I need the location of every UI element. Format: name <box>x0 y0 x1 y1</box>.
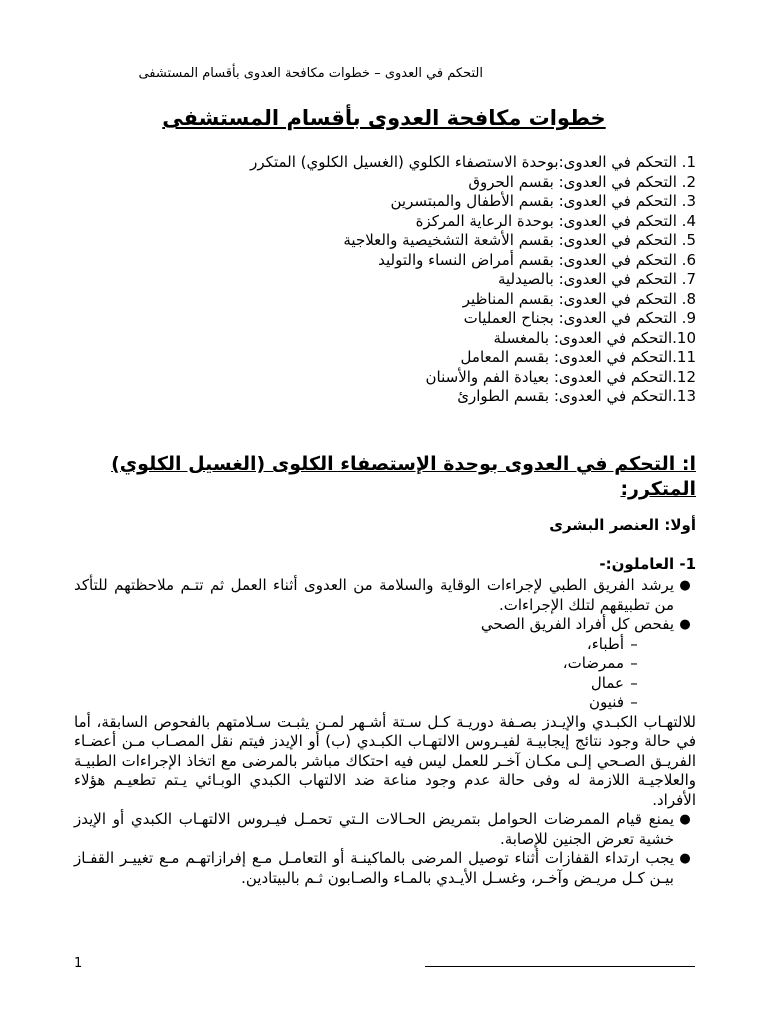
toc-item: 1. التحكم في العدوى:بوحدة الاستصفاء الكلوي (الغسيل الكلوي) المتكرر <box>250 153 696 171</box>
bullet-icon: ● <box>679 578 691 593</box>
toc-item: 7. التحكم في العدوى: بالصيدلية <box>497 270 696 288</box>
bullet-text: يفحص كل أفراد الفريق الصحي <box>480 615 674 633</box>
page-title: خطوات مكافحة العدوى بأقسام المستشفى <box>162 106 606 130</box>
bullet-text: يرشد الفريق الطبي لإجراءات الوقاية والسلامة من العدوى أثناء العمل ثم تتـم ملاحظتهم للتأكد من تطبيقهم لتلك الإجراءات. <box>74 576 674 614</box>
running-header: التحكم في العدوى – خطوات مكافحة العدوى بأقسام المستشفى <box>138 66 483 81</box>
toc-item: 3. التحكم في العدوى: بقسم الأطفال والمبتسرين <box>390 192 696 210</box>
toc-item: 12.التحكم في العدوى: بعيادة الفم والأسنان <box>425 367 696 386</box>
bullet-item <box>74 576 696 615</box>
bullet-icon: ● <box>679 812 691 827</box>
dash-item-text: عمال <box>590 673 624 692</box>
bullet-icon: ● <box>679 851 691 866</box>
body-paragraph: للالتهـاب الكبـدي والإيـدز بصـفة دوريـة كـل سـتة أشـهر لمـن يثبـت سـلامتهم بالفحوص السابقة، أما في حالة وجود نتائج إيجابيـة لفيـروس الالتهـاب الكبـدي (ب) أو الإيدز فيتم نقل المصـاب مـن أعضـاء الفريـق الصـحي إلـى مكـان آخـر للعمل ليس فيه احتكاك مباشر بالمرضى مع اتخاذ الإجراءات الطبيـة والعلاجيـة اللازمة له وفى حالة عدم وجود مناعة ضد الالتهاب الكبدي الوبـائي يـتم تطعيـم هؤلاء الأفراد. <box>74 712 696 809</box>
footer-rule <box>425 966 695 967</box>
dash-item <box>74 654 696 674</box>
table-of-contents <box>96 153 696 407</box>
toc-item: 13.التحكم في العدوى: بقسم الطوارئ <box>457 387 696 405</box>
dash-item <box>74 674 696 694</box>
section-subheading: أولا: العنصر البشرى <box>549 516 696 534</box>
bullet-item <box>74 810 696 849</box>
dash-icon: – <box>630 673 638 692</box>
toc-item: 9. التحكم في العدوى: بجناح العمليات <box>463 309 696 327</box>
dash-item <box>74 635 696 655</box>
toc-item: 8. التحكم في العدوى: بقسم المناظير <box>462 289 696 308</box>
dash-item-text: فنيون <box>589 693 624 711</box>
page-number: 1 <box>74 956 83 971</box>
section-sub-subheading: 1- العاملون:- <box>599 555 696 573</box>
dash-icon: – <box>630 693 638 711</box>
toc-item: 6. التحكم في العدوى: بقسم أمراض النساء والتوليد <box>378 250 696 269</box>
toc-item: 11.التحكم في العدوى: بقسم المعامل <box>460 348 696 366</box>
toc-item: 10.التحكم في العدوى: بالمغسلة <box>493 328 696 347</box>
dash-icon: – <box>630 654 638 672</box>
dash-item-text: ممرضات، <box>562 654 624 672</box>
bullet-item <box>74 849 696 888</box>
toc-item: 2. التحكم في العدوى: بقسم الحروق <box>468 172 696 191</box>
dash-item-text: أطباء، <box>586 634 624 653</box>
toc-item: 4. التحكم في العدوى: بوحدة الرعاية المركزة <box>415 211 696 230</box>
section-heading: ا: التحكم في العدوى بوحدة الإستصفاء الكلوى (الغسيل الكلوي) المتكرر: <box>111 453 696 500</box>
bullet-item <box>74 615 696 635</box>
bullet-text: يمنع قيام الممرضات الحوامل بتمريض الحـالات الـتي تحمـل فيـروس الالتهـاب الكبدي أو الإيدز خشية تعرض الجنين للإصابة. <box>74 810 674 848</box>
dash-item <box>74 693 696 713</box>
bullet-icon: ● <box>679 617 691 632</box>
section-body <box>74 576 696 888</box>
dash-icon: – <box>630 634 638 653</box>
bullet-text: يجب ارتداء القفازات أثناء توصيل المرضى بالماكينـة أو التعامـل مـع إفرازاتهـم مـع تغييـر القفـاز بيـن كـل مريـض وآخـر، وغسـل الأيـدي بالمـاء والصـابون ثـم بالبيتادين. <box>74 849 674 887</box>
toc-item: 5. التحكم في العدوى: بقسم الأشعة التشخيصية والعلاجية <box>343 231 696 249</box>
